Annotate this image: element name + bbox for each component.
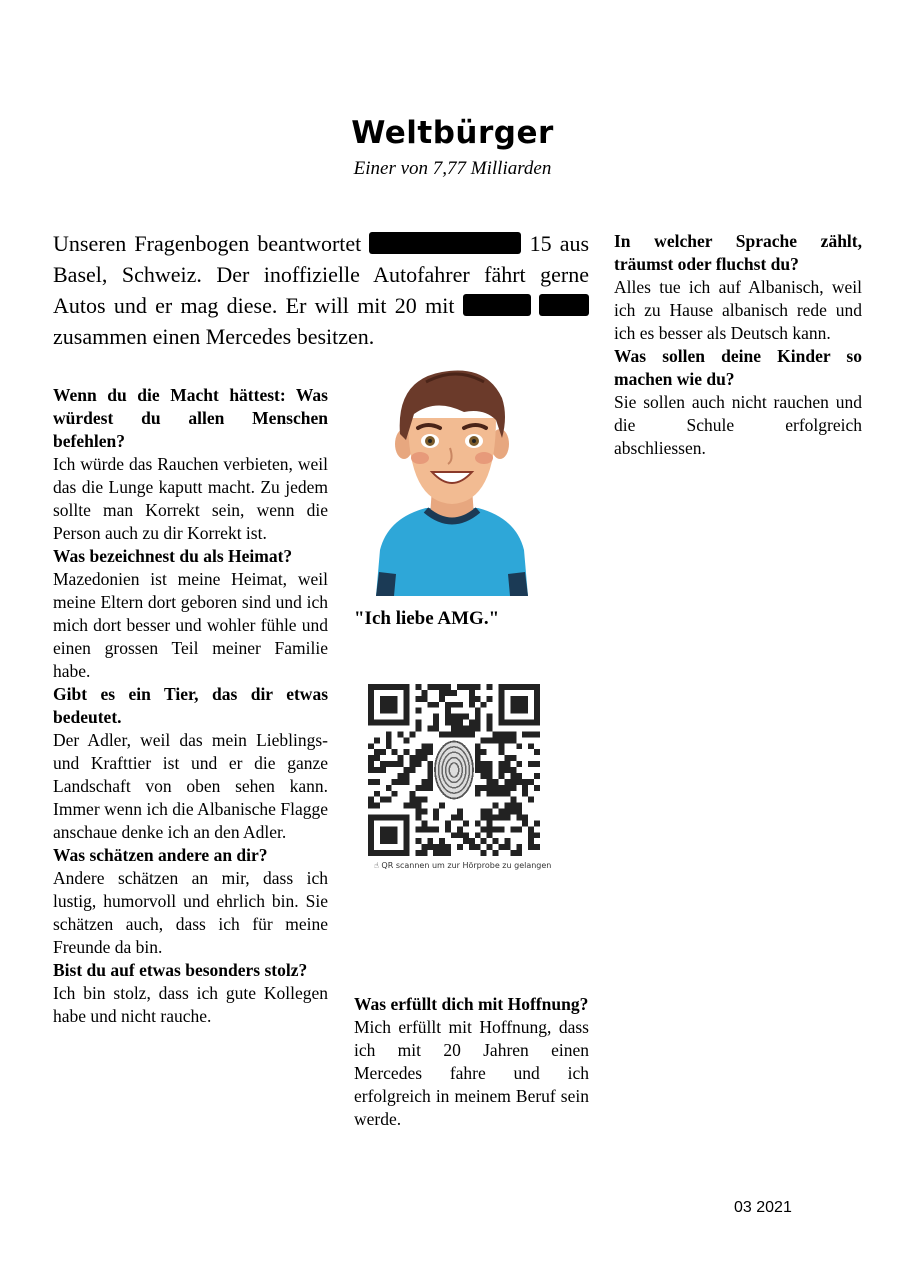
question: Was sollen deine Kinder so machen wie du? (614, 346, 862, 389)
answer: Der Adler, weil das mein Lieblings- und Krafttier ist und er die ganze Landschaft von oben sehen kann. Immer wenn ich die Albanische Flagge anschaue denke ich an den Adler. (53, 730, 328, 842)
question: Was bezeichnest du als Heimat? (53, 546, 293, 566)
avatar-illustration (366, 360, 538, 600)
question: Wenn du die Macht hättest: Was würdest du allen Menschen befehlen? (53, 385, 328, 451)
hand-icon: ☝ (374, 861, 379, 870)
redacted-text (463, 294, 531, 316)
page-subtitle: Einer von 7,77 Milliarden (353, 158, 552, 179)
question: Gibt es ein Tier, das dir etwas bedeutet. (53, 684, 328, 727)
intro-paragraph (53, 228, 589, 352)
answer: Mich erfüllt mit Hoffnung, dass ich mit 20 Jahren einen Mercedes fahre und ich erfolgreich in meinem Beruf sein werde. (354, 1017, 589, 1129)
question: Was erfüllt dich mit Hoffnung? (354, 994, 589, 1014)
qr-caption (374, 861, 551, 870)
question: In welcher Sprache zählt, träumst oder fluchst du? (614, 231, 862, 274)
intro-text-3: zusammen einen Mercedes besitzen. (53, 324, 375, 349)
redacted-name (369, 232, 521, 254)
question: Bist du auf etwas besonders stolz? (53, 960, 308, 980)
answer: Mazedonien ist meine Heimat, weil meine Eltern dort geboren sind und ich mich dort besser und wohler fühle und einen grossen Teil meiner Familie habe. (53, 569, 328, 681)
answer: Ich bin stolz, dass ich gute Kollegen habe und nicht rauche. (53, 983, 328, 1026)
middle-column (354, 993, 589, 1131)
intro-text-1: Unseren Fragenbogen beantwortet (53, 231, 362, 256)
qr-code[interactable] (368, 684, 540, 856)
page-title: Weltbürger (351, 115, 554, 151)
answer: Alles tue ich auf Albanisch, weil ich zu Hause albanisch rede und ich es besser als Deutsch kann. (614, 277, 862, 343)
quote: "Ich liebe AMG." (354, 608, 500, 629)
redacted-text (539, 294, 589, 316)
answer: Andere schätzen an mir, dass ich lustig, humorvoll und ehrlich bin. Sie schätzen auch, dass ich für meine Freunde da bin. (53, 868, 328, 957)
footer-date: 03 2021 (734, 1199, 792, 1216)
left-column (53, 384, 328, 1028)
question: Was schätzen andere an dir? (53, 845, 268, 865)
answer: Sie sollen auch nicht rauchen und die Schule erfolgreich abschliessen. (614, 392, 862, 458)
qr-caption-text: QR scannen um zur Hörprobe zu gelangen (381, 861, 552, 870)
right-column (614, 230, 862, 460)
intro-text-2: 15 aus Basel, Schweiz. Der inoffizielle Autofahrer fährt gerne Autos und er mag diese. Er will mit 20 mit (53, 231, 590, 318)
answer: Ich würde das Rauchen verbieten, weil das die Lunge kaputt macht. Zu jedem sollte man Korrekt sein, wenn die Person auch zu dir Korrekt ist. (53, 454, 328, 543)
